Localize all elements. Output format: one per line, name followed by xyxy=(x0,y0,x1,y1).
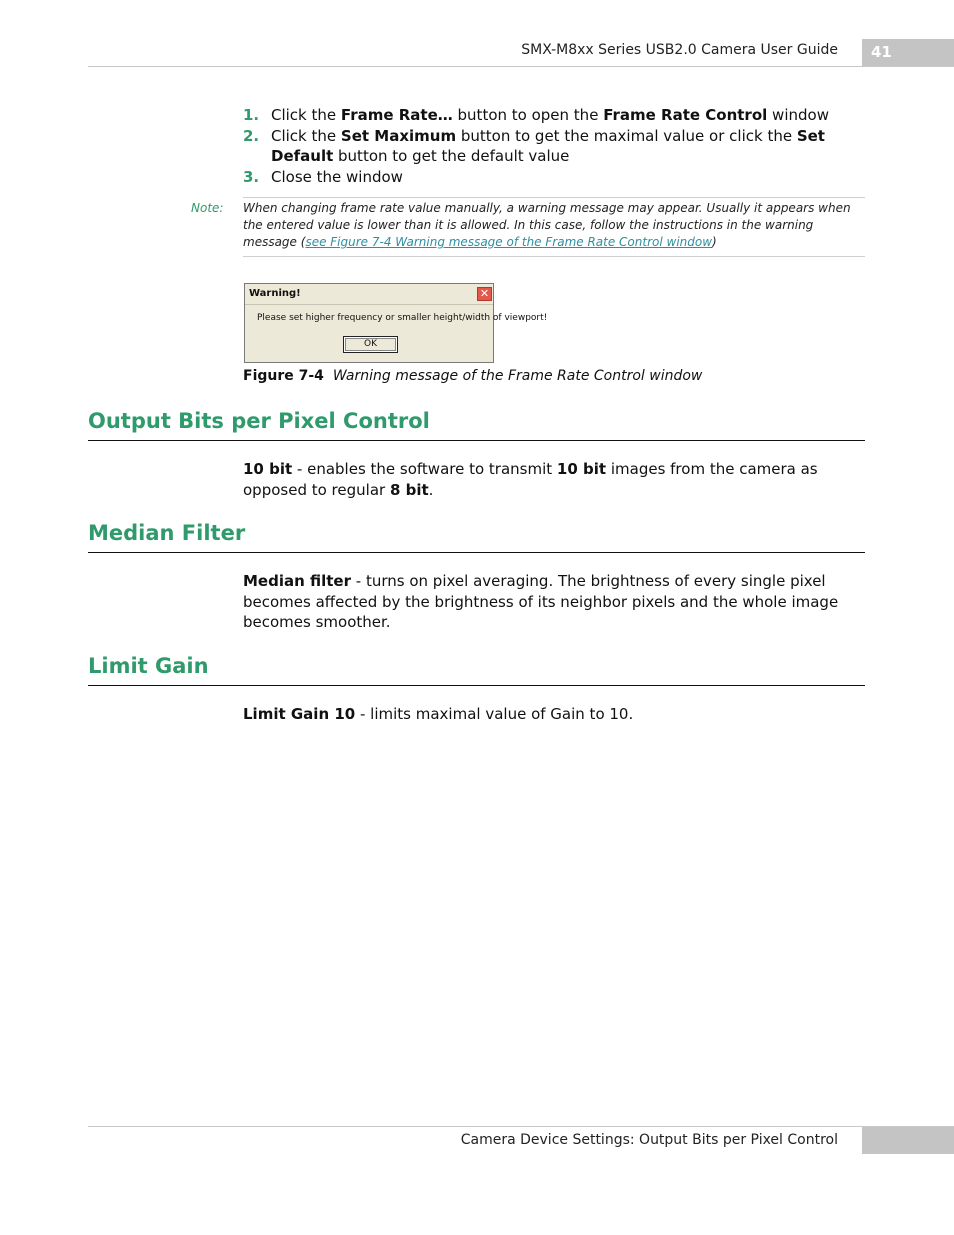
page-number: 41 xyxy=(871,43,892,61)
section-rule xyxy=(88,685,865,686)
dialog-ok-button: OK xyxy=(343,336,398,353)
close-icon: ✕ xyxy=(477,287,492,301)
note-bottom-rule xyxy=(243,256,865,257)
dialog-message: Please set higher frequency or smaller height/width of viewport! xyxy=(257,313,548,323)
footer-divider xyxy=(88,1126,954,1127)
footer-box xyxy=(862,1127,954,1154)
section-paragraph: Median filter - turns on pixel averaging. The brightness of every single pixel becomes affected by the brightness of its neighbor pixels and the whole image becomes smoother. xyxy=(243,572,839,631)
section-heading-limit-gain: Limit Gain xyxy=(88,654,209,678)
figure-caption: Figure 7-4 Warning message of the Frame Rate Control window xyxy=(243,368,703,384)
section-paragraph: Limit Gain 10 - limits maximal value of Gain to 10. xyxy=(243,705,634,723)
step-text: Close the window xyxy=(271,168,403,186)
section-paragraph: 10 bit - enables the software to transmit 10 bit images from the camera as opposed to regular 8 bit. xyxy=(243,460,818,499)
header-divider xyxy=(88,66,954,67)
step-text: Click the Set Maximum button to get the maximal value or click the Set Default button to get the default value xyxy=(271,127,825,165)
step-number: 2. xyxy=(243,127,260,145)
note-text: When changing frame rate value manually, a warning message may appear. Usually it appears when the entered value is lower than it is allowed. In this case, follow the instructions in the warning message (see Figure 7-4 Warning message of the Frame Rate Control window) xyxy=(243,201,851,249)
section-rule xyxy=(88,440,865,441)
step-number: 3. xyxy=(243,168,260,186)
note-label: Note: xyxy=(191,201,224,215)
step-number: 1. xyxy=(243,106,260,124)
section-rule xyxy=(88,552,865,553)
dialog-title: Warning! xyxy=(249,288,301,299)
running-header-title: SMX-M8xx Series USB2.0 Camera User Guide xyxy=(521,42,838,58)
section-heading-median-filter: Median Filter xyxy=(88,521,246,545)
note-top-rule xyxy=(243,197,865,198)
warning-dialog-image xyxy=(244,283,548,363)
running-footer: Camera Device Settings: Output Bits per Pixel Control xyxy=(460,1132,838,1148)
dialog-title-divider xyxy=(245,304,493,305)
step-text: Click the Frame Rate… button to open the Frame Rate Control window xyxy=(271,106,829,124)
figure-link[interactable]: see Figure 7-4 Warning message of the Frame Rate Control window xyxy=(305,235,713,249)
section-heading-output-bits: Output Bits per Pixel Control xyxy=(88,409,430,433)
